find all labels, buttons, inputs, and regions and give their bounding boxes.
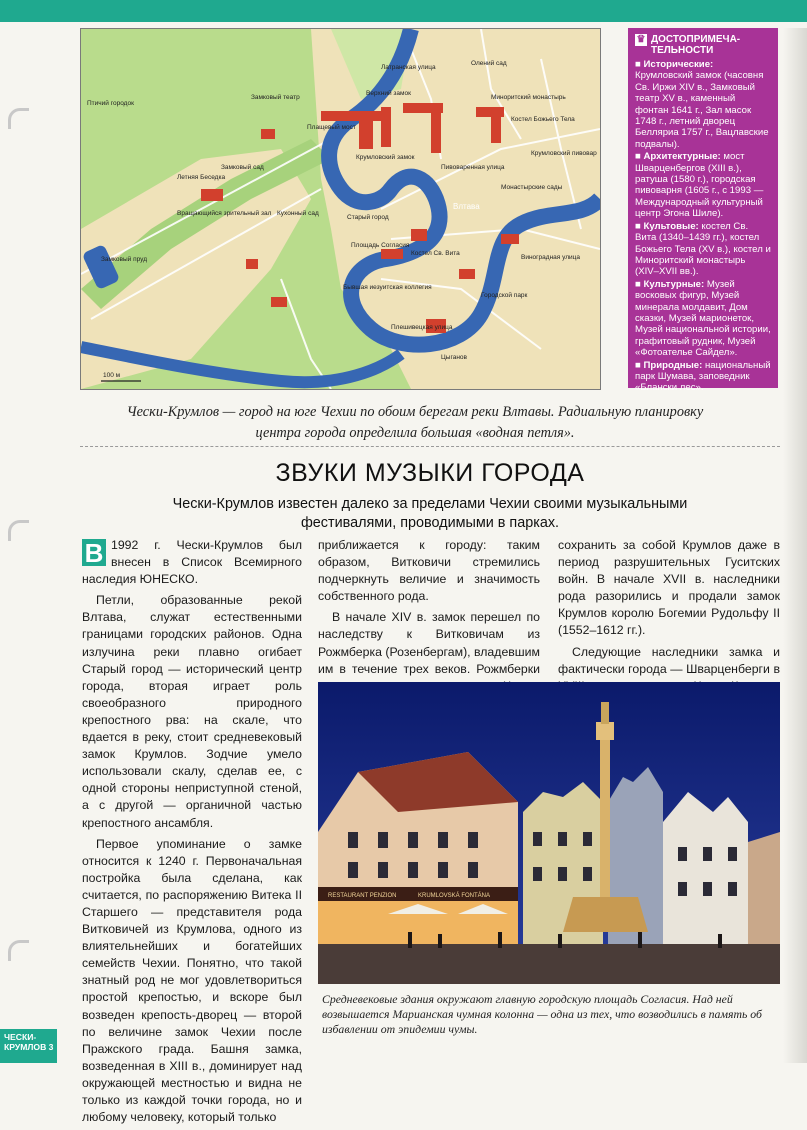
sidebar-section-text: Музей восковых фигур, Музей минерала молдавит, Дом сказки, Музей марионеток, Музей национальной истории, графитовый рудник, Музей «Фотоателье Сайдел». (635, 278, 771, 359)
article-paragraph: приближается к городу: таким образом, Витковичи стремились подчеркнуть величие и значимость собственного рода. (318, 538, 540, 604)
crown-icon: ♛ (636, 34, 646, 45)
map-label: Крумловский замок (356, 154, 415, 161)
binder-hole (8, 108, 29, 129)
sidebar-section-head: Исторические: (643, 59, 714, 70)
top-accent-bar (0, 0, 807, 22)
map-caption: Чески-Крумлов — город на юге Чехии по обоим берегам реки Влтавы. Радиальную планировку центра города определила большая «водная петля». (126, 404, 704, 441)
map-label: Летняя Беседка (177, 174, 226, 181)
sidebar-section-text: мост Шварценбергов (XIII в.), ратуша (1580 г.), городская пивоварня (1605 г., с 1993 — Международный культурный центр Эгона Шиле). (635, 151, 764, 220)
article-subhead: Чески-Крумлов известен далеко за пределами Чехии своими музыкальными фестивалями, проводимыми в парках. (172, 496, 688, 531)
map-label: Плащевый мост (307, 124, 356, 131)
sidebar-section-text: национальный парк Шумава, заповедник «Бланcки лес». (635, 359, 771, 394)
map-river-label: Влтава (453, 202, 480, 211)
map-label: Городской парк (481, 292, 528, 299)
sidebar-section: ■ Культурные: Музей восковых фигур, Музей минерала молдавит, Дом сказки, Музей марионеток, Музей национальной истории, графитовый рудник, Музей «Фотоателье Сайдел». (635, 278, 771, 359)
sidebar-section: ■ Архитектурные: мост Шварценбергов (XIII в.), ратуша (1580 г.), городская пивоварня (1605 г., с 1993 — Международный культурный центр Эгона Шиле). (635, 151, 764, 220)
article-paragraph-text: 1992 г. Чески-Крумлов был внесен в Список Всемирного наследия ЮНЕСКО. (82, 538, 302, 587)
map-label: Плешивецкая улица (391, 324, 453, 331)
sidebar-section-head: Архитектурные: (643, 151, 721, 163)
sights-sidebar (628, 28, 778, 394)
sidebar-header (635, 34, 771, 56)
map-label: Верхний замок (366, 90, 411, 97)
town-square-photo (318, 682, 780, 984)
article-paragraph: В начале XIV в. замок перешел по наследству к Витковичам из Рожмберка (Розенбергам), владевшим им в течение трех веков. Рожмберки (318, 610, 540, 676)
sidebar-section-head: Культурные: (643, 278, 705, 290)
map-label: Латранская улица (381, 64, 436, 71)
article-paragraph: Первое упоминание о замке относится к 1240 г. Первоначальная постройка была сделана, как считается, по распоряжению Витека II Старшего — представителя рода Витковичей из Крумлова, одного из влиятельнейших и богатейших семейств Чехии. Понятно, что такой знатный род не мог удовлетвориться простой крепостью, и вскоре был возведен крепость-дворец — второй по величине замок Чехии после Пражского града. Башня замка, возведенная в XIII в., доминирует над окружающей местностью и видна не только из каждой точки города, но и любому человеку, который только (82, 836, 302, 1125)
map-label: Пивоваренная улица (441, 164, 505, 171)
section-divider (80, 446, 780, 447)
map-label: Замковый сад (221, 164, 264, 171)
city-map-drawing (81, 29, 600, 389)
map-label: Монастырские сады (501, 184, 563, 191)
binder-hole (8, 520, 29, 541)
drop-cap: В (82, 539, 106, 566)
map-label: Миноритский монастырь (491, 94, 566, 101)
article-paragraph: сохранить за собой Крумлов даже в период разрушительных Гуситских войн. В начале XVII в. наследники рода разорились и продали замок Крумлов королю Богемии Рудольфу II (1552–1612 гг.). (558, 538, 780, 638)
map-label: Кухонный сад (277, 210, 319, 217)
sidebar-title: ДОСТОПРИМЕЧА-ТЕЛЬНОСТИ (651, 34, 741, 56)
map-label: Крумловский пивовар (531, 150, 597, 157)
sidebar-section: ■ Исторические: Крумловский замок (часовня Св. Иржи XIV в., Замковый театр XV в., каменный фонтан 1641 г., Зал масок 1748 г., летний дворец Белляриа 1757 г., Вацлавские подвалы). (635, 59, 769, 150)
map-label: Костел Божьего Тела (511, 116, 575, 123)
map-label: Замковый пруд (101, 256, 147, 263)
map-label: Старый город (347, 214, 389, 221)
page-edge-shadow (783, 28, 807, 1063)
fontana-sign: KRUMLOVSKÁ FONTÁNA (418, 893, 491, 899)
map-label: Виноградная улица (521, 254, 580, 261)
sidebar-section-text: Крумловский замок (часовня Св. Иржи XIV в., Замковый театр XV в., каменный фонтан 1641 г., Зал масок 1748 г., летний дворец Белляриа 1757 г., Вацлавские подвалы). (635, 70, 769, 150)
map-scale-label: 100 м (103, 372, 121, 379)
restaurant-sign: RESTAURANT PENZION (328, 893, 397, 899)
map-label: Цыганов (441, 354, 467, 361)
map-label: Олений сад (471, 60, 507, 67)
town-square-photo-drawing (318, 682, 780, 984)
article-column-1 (82, 537, 302, 1130)
sidebar-section-head: Природные: (643, 359, 703, 371)
article-paragraph (82, 537, 302, 588)
map-label: Бывшая иезуитская коллегия (343, 284, 432, 291)
sidebar-section: ■ Природные: национальный парк Шумава, заповедник «Бланcки лес». (635, 359, 771, 394)
article-paragraph: Следующие наследники замка и фактически города — Шварценберги в (558, 644, 780, 676)
sidebar-section: ■ Культовые: костел Св. Вита (1340–1439 гг.), костел Божьего Тела (XV в.), костел и Миноритский монастырь (XIV–XVII вв.). (635, 220, 771, 278)
photo-caption: Средневековые здания окружают главную городскую площадь Согласия. Над ней возвышается Марианская чумная колонна — одна из тех, что возводились в память об избавлении от эпидемии чумы. (322, 992, 762, 1037)
article-paragraph: Петли, образованные рекой Влтава, служат естественными границами городских районов. Одна излучина реки плавно огибает Старый город — исторический центр города, вторая играет роль своеобразного природного крепостного рва: на скале, что вдается в реку, стоит средневековый замок Крумлов. Зодчие умело использовали скалу, сделав ее, с одной стороны неприступной стеной, а с другой — органичной частью крепостного ансамбля. (82, 593, 302, 830)
map-label: Замковый театр (251, 94, 300, 101)
sidebar-section-head: Культовые: (643, 220, 699, 232)
map-label: Костел Св. Вита (411, 250, 460, 257)
binder-hole (8, 940, 29, 961)
map-label: Площадь Согласия (351, 242, 410, 249)
map-label: Птичий городок (87, 100, 134, 107)
city-map (80, 28, 601, 390)
map-label: Вращающийся зрительный зал (177, 210, 272, 217)
article-headline: ЗВУКИ МУЗЫКИ ГОРОДА (275, 459, 585, 487)
page-tab: ЧЕСКИ-КРУМЛОВ 3 (0, 1029, 57, 1063)
sidebar-section-text: костел Св. Вита (1340–1439 гг.), костел Божьего Тела (XV в.), костел и Миноритский монастырь (XIV–XVII вв.). (635, 220, 771, 278)
